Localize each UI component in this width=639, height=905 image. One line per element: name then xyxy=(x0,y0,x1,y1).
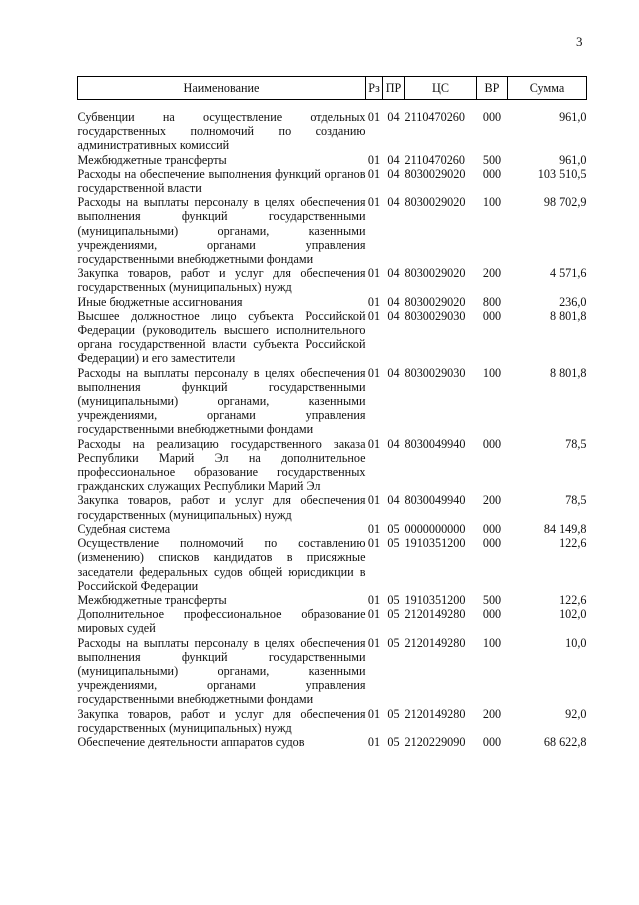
row-rz: 01 xyxy=(367,592,381,607)
row-pr: 04 xyxy=(387,308,400,323)
table-row xyxy=(78,522,587,536)
row-rz: 01 xyxy=(367,607,381,622)
row-vr: 200 xyxy=(482,493,502,508)
row-rz: 01 xyxy=(367,706,381,721)
row-sum: 98 702,9 xyxy=(543,195,587,210)
header-pr: ПР xyxy=(383,77,405,100)
row-name: Субвенции на осуществление отдельных государственных полномочий по созданию административных комиссий xyxy=(77,110,366,153)
table-body xyxy=(78,110,587,749)
row-sum: 8 801,8 xyxy=(549,365,587,380)
row-cs: 2110470260 xyxy=(404,152,465,167)
row-sum: 961,0 xyxy=(559,110,587,124)
row-sum: 78,5 xyxy=(565,436,587,451)
table-row xyxy=(78,295,587,309)
table-row xyxy=(78,309,587,366)
row-name: Иные бюджетные ассигнования xyxy=(77,294,243,309)
row-rz: 01 xyxy=(367,521,381,536)
row-pr: 04 xyxy=(387,493,400,508)
row-cs: 8030029030 xyxy=(404,365,466,380)
row-vr: 200 xyxy=(482,266,502,281)
row-cs: 8030029020 xyxy=(404,166,466,181)
table-row xyxy=(78,110,587,153)
row-rz: 01 xyxy=(367,308,381,323)
table-row xyxy=(78,266,587,294)
row-vr: 800 xyxy=(482,294,502,309)
row-name: Межбюджетные трансферты xyxy=(77,592,227,607)
row-name: Осуществление полномочий по составлению (изменению) списков кандидатов в присяжные заседатели федеральных судов общей юрисдикции в Российской Федерации xyxy=(77,536,366,593)
row-cs: 2110470260 xyxy=(404,110,465,124)
row-vr: 000 xyxy=(482,166,502,181)
page-number: 3 xyxy=(576,34,583,49)
row-vr: 100 xyxy=(482,195,502,210)
row-cs: 8030049940 xyxy=(404,493,466,508)
row-rz: 01 xyxy=(367,195,381,210)
row-cs: 8030029020 xyxy=(404,266,466,281)
row-sum: 10,0 xyxy=(565,635,587,650)
row-cs: 0000000000 xyxy=(404,521,466,536)
table-header-row xyxy=(78,77,587,100)
row-pr: 05 xyxy=(387,635,400,650)
row-name: Закупка товаров, работ и услуг для обеспечения государственных (муниципальных) нужд xyxy=(77,266,366,295)
row-name: Закупка товаров, работ и услуг для обеспечения государственных (муниципальных) нужд xyxy=(77,706,366,735)
row-sum: 103 510,5 xyxy=(537,166,587,181)
row-name: Дополнительное профессиональное образование мировых судей xyxy=(77,607,366,636)
row-sum: 236,0 xyxy=(559,294,587,309)
row-pr: 04 xyxy=(387,195,400,210)
row-pr: 04 xyxy=(387,294,400,309)
row-cs: 1910351200 xyxy=(404,536,466,551)
row-vr: 100 xyxy=(482,365,502,380)
row-cs: 8030049940 xyxy=(404,436,466,451)
header-cs: ЦС xyxy=(405,77,477,100)
row-cs: 2120149280 xyxy=(404,607,466,622)
table-row xyxy=(78,366,587,437)
row-pr: 05 xyxy=(387,536,400,551)
row-rz: 01 xyxy=(367,110,381,124)
row-vr: 000 xyxy=(482,607,502,622)
table-row xyxy=(78,607,587,635)
table-row xyxy=(78,493,587,521)
row-cs: 8030029030 xyxy=(404,308,466,323)
row-vr: 000 xyxy=(482,436,502,451)
budget-table xyxy=(77,76,587,749)
row-cs: 8030029020 xyxy=(404,195,466,210)
table-row xyxy=(78,167,587,195)
row-pr: 04 xyxy=(387,436,400,451)
row-cs: 2120149280 xyxy=(404,706,466,721)
row-pr: 05 xyxy=(387,592,400,607)
row-pr: 05 xyxy=(387,607,400,622)
table-row xyxy=(78,437,587,494)
row-name: Судебная система xyxy=(77,521,171,536)
table-row xyxy=(78,707,587,735)
table-row xyxy=(78,536,587,593)
row-rz: 01 xyxy=(367,152,381,167)
row-cs: 8030029020 xyxy=(404,294,466,309)
row-sum: 78,5 xyxy=(565,493,587,508)
row-pr: 05 xyxy=(387,706,400,721)
row-cs: 1910351200 xyxy=(404,592,466,607)
row-cs: 2120229090 xyxy=(404,734,466,749)
row-vr: 500 xyxy=(482,592,502,607)
row-vr: 000 xyxy=(482,521,502,536)
row-vr: 000 xyxy=(482,110,502,124)
row-rz: 01 xyxy=(367,166,381,181)
row-rz: 01 xyxy=(367,294,381,309)
row-sum: 961,0 xyxy=(559,152,587,167)
row-pr: 05 xyxy=(387,521,400,536)
row-rz: 01 xyxy=(367,734,381,749)
row-rz: 01 xyxy=(367,635,381,650)
row-sum: 122,6 xyxy=(559,536,587,551)
row-name: Расходы на выплаты персоналу в целях обеспечения выполнения функций государственными (муниципальными) органами, казенными учреждениями, органами управления государственными внебюджетными фондами xyxy=(77,635,366,707)
header-vr: ВР xyxy=(477,77,508,100)
table-row xyxy=(78,153,587,167)
row-vr: 200 xyxy=(482,706,502,721)
row-sum: 92,0 xyxy=(565,706,587,721)
row-rz: 01 xyxy=(367,536,381,551)
row-name: Закупка товаров, работ и услуг для обеспечения государственных (муниципальных) нужд xyxy=(77,493,366,522)
row-vr: 500 xyxy=(482,152,502,167)
row-name: Расходы на реализацию государственного заказа Республики Марий Эл на дополнительное профессиональное образование государственных гражданских служащих Республики Марий Эл xyxy=(77,436,366,494)
row-vr: 000 xyxy=(482,308,502,323)
table-row xyxy=(78,195,587,266)
row-pr: 04 xyxy=(387,110,400,124)
row-pr: 04 xyxy=(387,152,400,167)
row-name: Высшее должностное лицо субъекта Российской Федерации (руководитель высшего исполнительного органа государственной власти субъекта Российской Федерации) и его заместители xyxy=(77,308,366,366)
row-sum: 4 571,6 xyxy=(549,266,587,281)
row-rz: 01 xyxy=(367,493,381,508)
row-pr: 04 xyxy=(387,166,400,181)
row-cs: 2120149280 xyxy=(404,635,466,650)
row-sum: 68 622,8 xyxy=(543,734,587,749)
row-sum: 8 801,8 xyxy=(549,308,587,323)
row-name: Обеспечение деятельности аппаратов судов xyxy=(77,734,305,749)
header-name: Наименование xyxy=(78,77,366,100)
row-name: Расходы на выплаты персоналу в целях обеспечения выполнения функций государственными (муниципальными) органами, казенными учреждениями, органами управления государственными внебюджетными фондами xyxy=(77,365,366,437)
row-sum: 102,0 xyxy=(559,607,587,622)
row-rz: 01 xyxy=(367,436,381,451)
row-rz: 01 xyxy=(367,365,381,380)
row-name: Расходы на выплаты персоналу в целях обеспечения выполнения функций государственными (муниципальными) органами, казенными учреждениями, органами управления государственными внебюджетными фондами xyxy=(77,195,366,267)
row-name: Межбюджетные трансферты xyxy=(77,152,227,167)
row-pr: 04 xyxy=(387,365,400,380)
row-sum: 84 149,8 xyxy=(543,521,587,536)
row-vr: 000 xyxy=(482,734,502,749)
row-sum: 122,6 xyxy=(559,592,587,607)
row-vr: 100 xyxy=(482,635,502,650)
row-name: Расходы на обеспечение выполнения функций органов государственной власти xyxy=(77,166,366,196)
row-rz: 01 xyxy=(367,266,381,281)
row-vr: 000 xyxy=(482,536,502,551)
header-rz: Рз xyxy=(366,77,383,100)
table-row xyxy=(78,593,587,607)
row-pr: 04 xyxy=(387,266,400,281)
table-row xyxy=(78,636,587,707)
table-row xyxy=(78,735,587,749)
header-sum: Сумма xyxy=(508,77,587,100)
row-pr: 05 xyxy=(387,734,400,749)
